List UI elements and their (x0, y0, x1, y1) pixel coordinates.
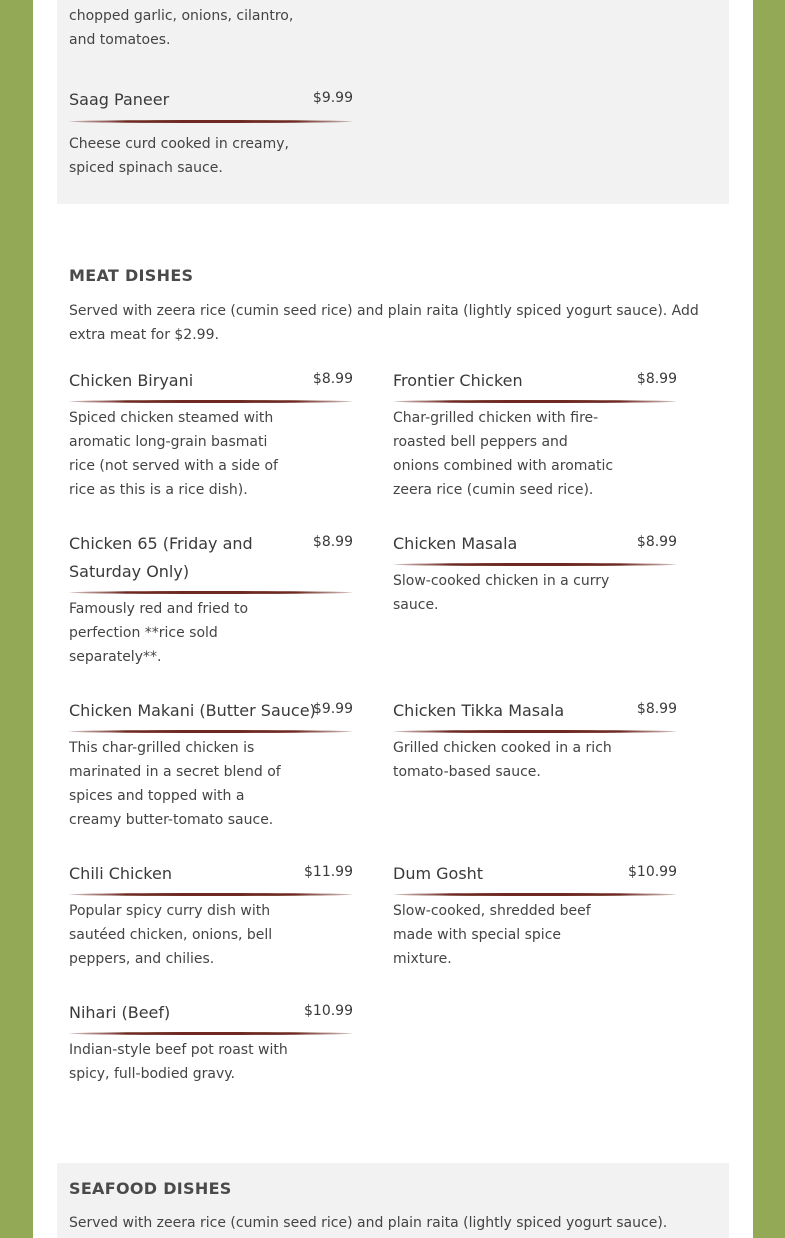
section-title: SEAFOOD DISHES (69, 1179, 232, 1198)
menu-page (33, 0, 753, 1238)
vegetarian-section (57, 0, 729, 204)
item-description-right-cut (393, 0, 618, 4)
item-description: Famously red and fried to perfection **rice sold separately**. (69, 601, 249, 665)
item-name: Chicken Tikka Masala (393, 701, 565, 720)
item-divider (69, 730, 353, 733)
item-description: Cheese curd cooked in creamy, spiced spinach sauce. (69, 136, 289, 176)
item-divider (69, 893, 353, 896)
item-price: $10.99 (304, 1003, 353, 1019)
item-divider (69, 1032, 353, 1035)
item-divider (393, 400, 677, 403)
seafood-section (57, 1163, 729, 1238)
item-description: Slow-cooked, shredded beef made with special spice mixture. (393, 903, 591, 967)
item-description: Grilled chicken cooked in a rich tomato-based sauce. (393, 740, 612, 780)
item-name: Chicken 65 (Friday and Saturday Only) (69, 534, 253, 581)
item-price: $8.99 (636, 371, 677, 387)
item-price: $10.99 (628, 864, 677, 880)
item-description: Spiced chicken steamed with aromatic long-grain basmati rice (not served with a side of rice as this is a rice dish). (69, 410, 278, 498)
item-name: Dum Gosht (393, 864, 484, 883)
item-price: $9.99 (312, 90, 353, 106)
item-price: $8.99 (636, 534, 677, 550)
item-price: $9.99 (312, 701, 353, 717)
item-description: Slow-cooked chicken in a curry sauce. (393, 573, 610, 613)
section-title: MEAT DISHES (69, 266, 194, 285)
item-description: Indian-style beef pot roast with spicy, full-bodied gravy. (69, 1042, 288, 1082)
item-description: This char-grilled chicken is marinated in a secret blend of spices and topped with a creamy butter-tomato sauce. (69, 740, 281, 828)
item-price: $8.99 (636, 701, 677, 717)
section-intro: Served with zeera rice (cumin seed rice) and plain raita (lightly spiced yogurt sauce). Add extra meat for $2.99. (69, 303, 699, 343)
item-name: Nihari (Beef) (69, 1003, 171, 1022)
item-divider (393, 730, 677, 733)
meat-section (57, 256, 729, 1136)
section-intro: Served with zeera rice (cumin seed rice) and plain raita (lightly spiced yogurt sauce). (69, 1215, 668, 1231)
item-name: Saag Paneer (69, 90, 170, 109)
item-divider (69, 120, 353, 123)
item-name: Chicken Masala (393, 534, 518, 553)
item-name: Chicken Makani (Butter Sauce) (69, 701, 316, 720)
item-name: Chili Chicken (69, 864, 172, 883)
item-price: $11.99 (304, 864, 353, 880)
item-divider (393, 563, 677, 566)
item-divider (393, 893, 677, 896)
item-description: Popular spicy curry dish with sautéed chicken, onions, bell peppers, and chilies. (69, 903, 273, 967)
item-description: Char-grilled chicken with fire-roasted bell peppers and onions combined with aromatic zeera rice (cumin seed rice). (393, 410, 614, 498)
item-divider (69, 591, 353, 594)
item-description-left-cut: chopped garlic, onions, cilantro, and tomatoes. (69, 8, 294, 48)
item-price: $8.99 (312, 534, 353, 550)
item-divider (69, 400, 353, 403)
item-price: $8.99 (312, 371, 353, 387)
item-name: Chicken Biryani (69, 371, 194, 390)
item-name: Frontier Chicken (393, 371, 523, 390)
